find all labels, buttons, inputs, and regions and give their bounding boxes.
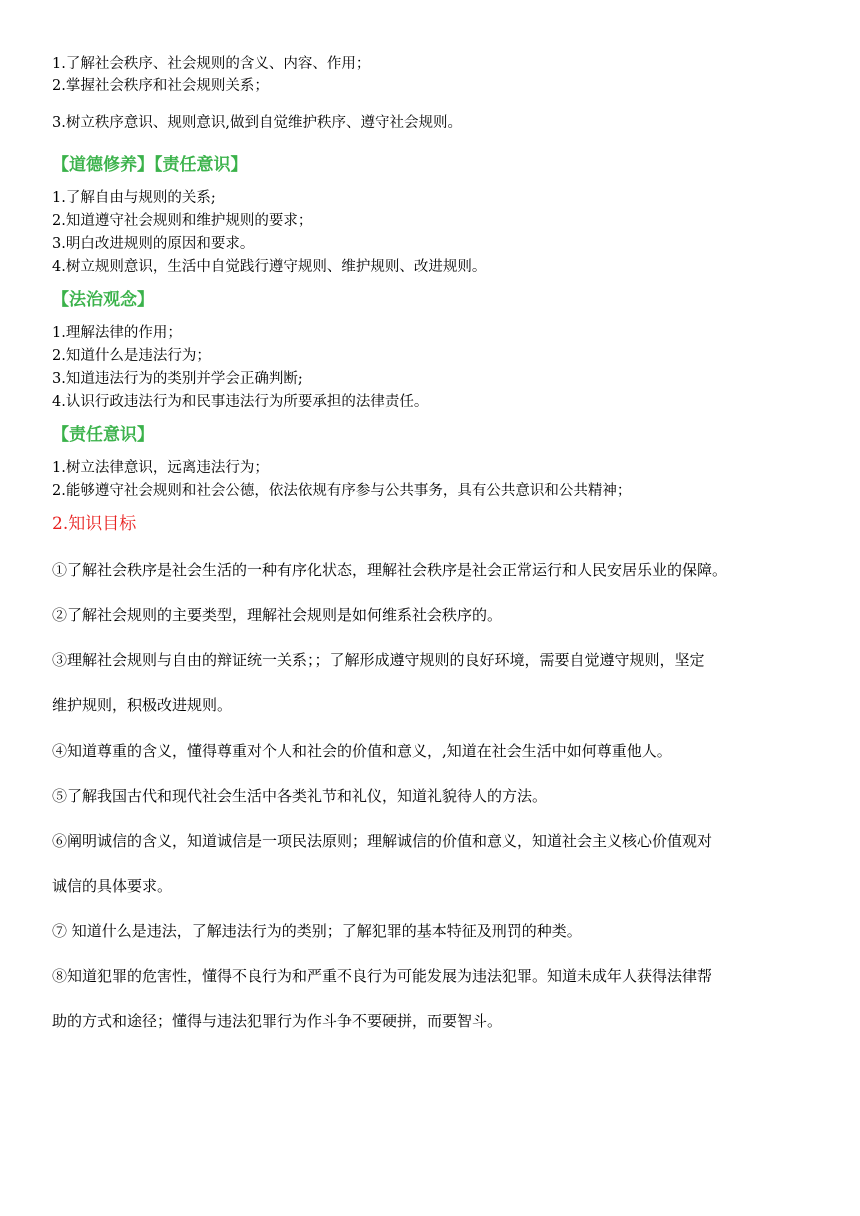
list-item: 3.明白改进规则的原因和要求。	[52, 236, 255, 252]
knowledge-line: ③理解社会规则与自由的辩证统一关系；；了解形成遵守规则的良好环境，需要自觉遵守规则，坚定	[52, 651, 705, 669]
list-item: 2.知道遵守社会规则和维护规则的要求；	[52, 213, 313, 229]
knowledge-title: 2.知识目标	[52, 514, 137, 534]
list-item: 4.树立规则意识，生活中自觉践行遵守规则、维护规则、改进规则。	[52, 259, 487, 275]
section-heading-responsibility: 【责任意识】	[52, 425, 154, 445]
list-item: 2.能够遵守社会规则和社会公德，依法依规有序参与公共事务，具有公共意识和公共精神；	[52, 483, 632, 499]
knowledge-line: 维护规则，积极改进规则。	[52, 696, 233, 714]
section-heading-moral: 【道德修养】【责任意识】	[52, 155, 248, 175]
top-list-item: 2.掌握社会秩序和社会规则关系；	[52, 78, 269, 94]
knowledge-line: ⑦ 知道什么是违法，了解违法行为的类别；了解犯罪的基本特征及刑罚的种类。	[52, 922, 582, 940]
knowledge-line: ⑤了解我国古代和现代社会生活中各类礼节和礼仪，知道礼貌待人的方法。	[52, 787, 548, 805]
knowledge-line: ④知道尊重的含义，懂得尊重对个人和社会的价值和意义，,知道在社会生活中如何尊重他人。	[52, 742, 672, 760]
top-list-item: 3.树立秩序意识、规则意识,做到自觉维护秩序、遵守社会规则。	[52, 115, 462, 131]
list-item: 1.理解法律的作用；	[52, 325, 182, 341]
knowledge-line: 诚信的具体要求。	[52, 877, 173, 895]
knowledge-line: ②了解社会规则的主要类型，理解社会规则是如何维系社会秩序的。	[52, 606, 503, 624]
top-list-item: 1.了解社会秩序、社会规则的含义、内容、作用；	[52, 56, 371, 72]
list-item: 1.树立法律意识，远离违法行为；	[52, 460, 269, 476]
list-item: 1.了解自由与规则的关系;	[52, 190, 216, 206]
list-item: 2.知道什么是违法行为；	[52, 348, 211, 364]
knowledge-line: ①了解社会秩序是社会生活的一种有序化状态，理解社会秩序是社会正常运行和人民安居乐业的保障。	[52, 561, 728, 579]
list-item: 3.知道违法行为的类别并学会正确判断;	[52, 371, 303, 387]
knowledge-line: 助的方式和途径；懂得与违法犯罪行为作斗争不要硬拼，而要智斗。	[52, 1012, 503, 1030]
section-heading-law: 【法治观念】	[52, 290, 154, 310]
knowledge-line: ⑧知道犯罪的危害性，懂得不良行为和严重不良行为可能发展为违法犯罪。知道未成年人获得法律帮	[52, 967, 713, 985]
list-item: 4.认识行政违法行为和民事违法行为所要承担的法律责任。	[52, 394, 429, 410]
knowledge-line: ⑥阐明诚信的含义，知道诚信是一项民法原则；理解诚信的价值和意义，知道社会主义核心价值观对	[52, 832, 713, 850]
